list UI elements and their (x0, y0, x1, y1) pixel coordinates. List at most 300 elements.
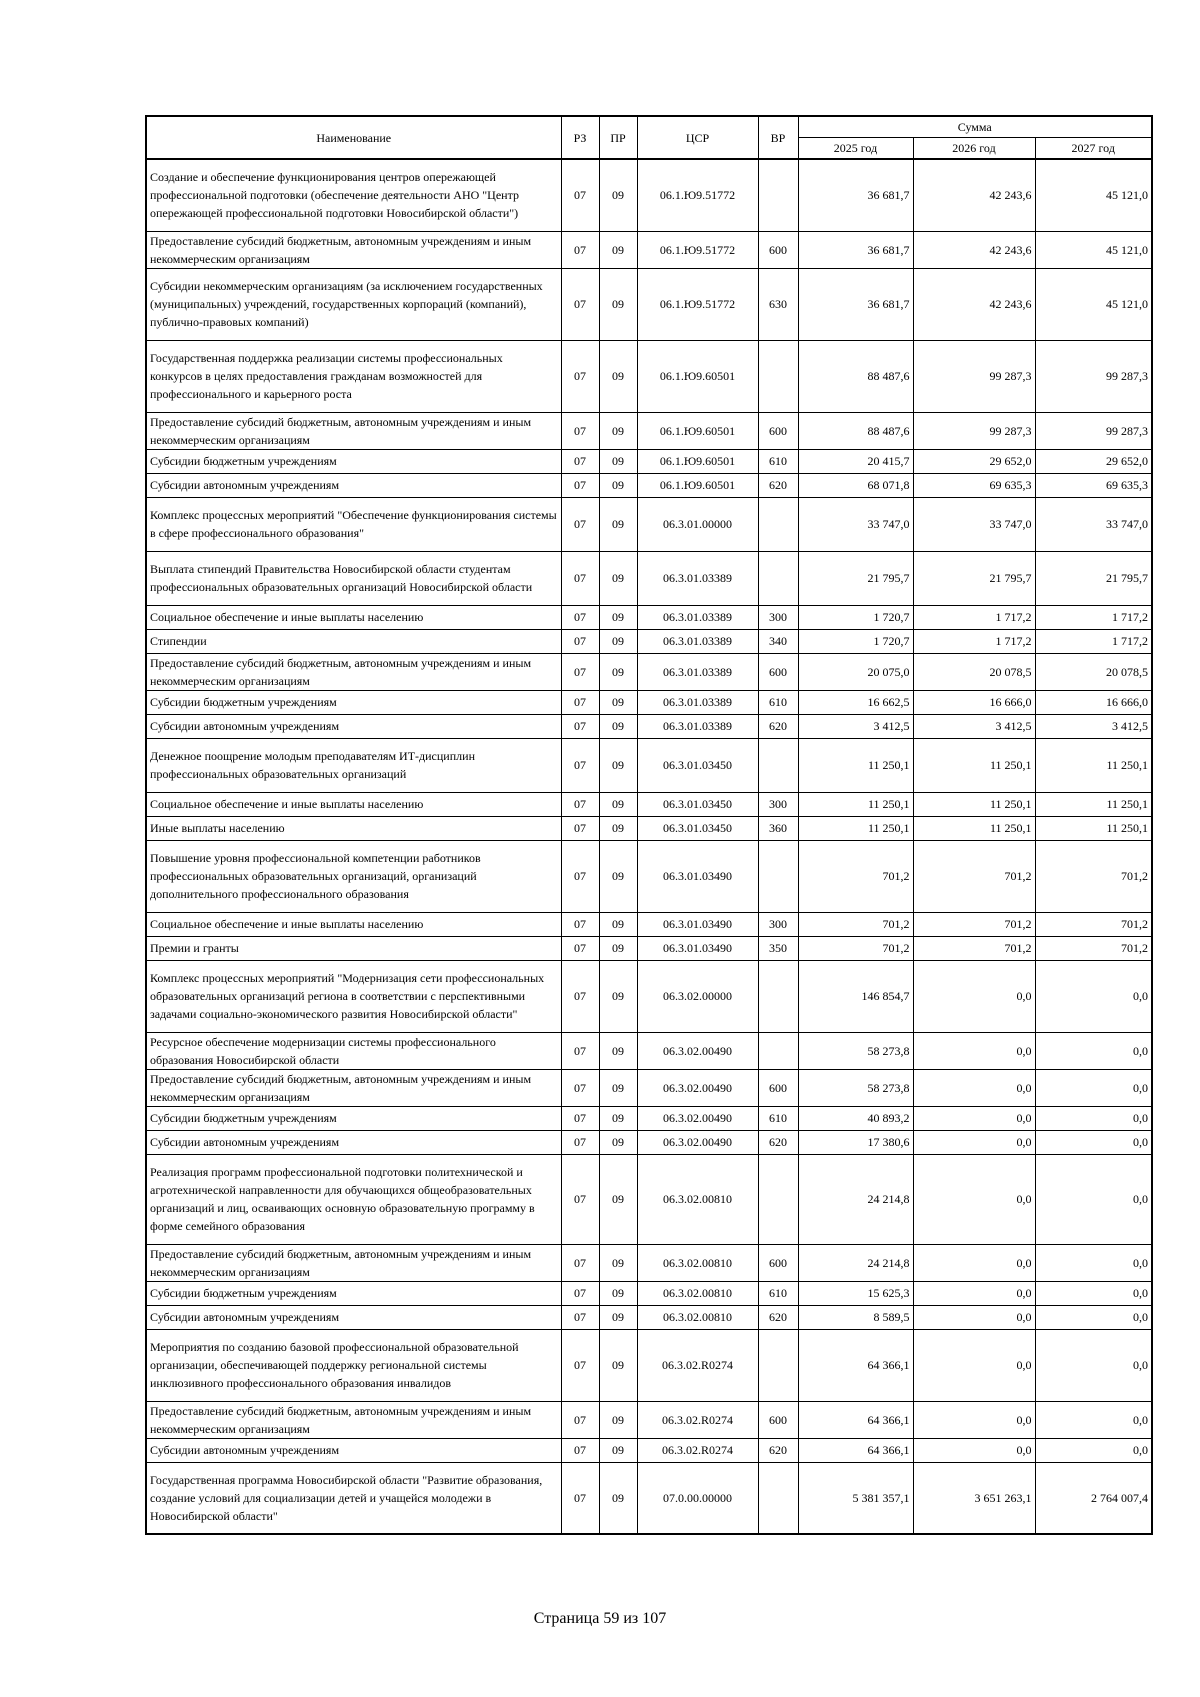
row-amount-2025-cell: 3 412,5 (798, 714, 913, 738)
row-vr-cell: 620 (758, 1438, 798, 1462)
row-csr-cell: 06.1.Ю9.60501 (637, 412, 758, 449)
row-name-cell: Предоставление субсидий бюджетным, автономным учреждениям и иным некоммерческим организациям (146, 1069, 561, 1106)
row-rz-cell: 07 (561, 690, 599, 714)
row-name-cell: Премии и гранты (146, 936, 561, 960)
row-pr-cell: 09 (599, 1281, 637, 1305)
row-pr-cell: 09 (599, 936, 637, 960)
row-amount-2027-cell: 701,2 (1035, 840, 1152, 912)
row-amount-2027-cell: 0,0 (1035, 1154, 1152, 1244)
row-csr-cell: 06.3.02.00490 (637, 1032, 758, 1069)
row-name-cell: Государственная поддержка реализации системы профессиональных конкурсов в целях предоставления гражданам возможностей для профессионального и карьерного роста (146, 340, 561, 412)
row-amount-2025-cell: 58 273,8 (798, 1069, 913, 1106)
row-name-cell: Субсидии автономным учреждениям (146, 1130, 561, 1154)
row-amount-2026-cell: 1 717,2 (913, 629, 1035, 653)
row-rz-cell: 07 (561, 473, 599, 497)
row-csr-cell: 07.0.00.00000 (637, 1462, 758, 1534)
row-vr-cell: 360 (758, 816, 798, 840)
row-name-cell: Предоставление субсидий бюджетным, автономным учреждениям и иным некоммерческим организациям (146, 653, 561, 690)
row-name-cell: Ресурсное обеспечение модернизации системы профессионального образования Новосибирской области (146, 1032, 561, 1069)
table-row (146, 1281, 1152, 1305)
row-pr-cell: 09 (599, 1438, 637, 1462)
row-amount-2026-cell: 20 078,5 (913, 653, 1035, 690)
row-name-cell: Выплата стипендий Правительства Новосибирской области студентам профессиональных образовательных организаций Новосибирской области (146, 551, 561, 605)
header-vr: ВР (758, 116, 798, 159)
row-vr-cell: 300 (758, 912, 798, 936)
row-amount-2026-cell: 0,0 (913, 1305, 1035, 1329)
row-pr-cell: 09 (599, 690, 637, 714)
row-rz-cell: 07 (561, 159, 599, 231)
row-pr-cell: 09 (599, 268, 637, 340)
row-amount-2027-cell: 1 717,2 (1035, 605, 1152, 629)
row-vr-cell: 610 (758, 690, 798, 714)
row-rz-cell: 07 (561, 936, 599, 960)
row-vr-cell: 610 (758, 1281, 798, 1305)
row-csr-cell: 06.1.Ю9.51772 (637, 231, 758, 268)
row-amount-2026-cell: 11 250,1 (913, 792, 1035, 816)
row-name-cell: Государственная программа Новосибирской области "Развитие образования, создание условий для социализации детей и учащейся молодежи в Новосибирской области" (146, 1462, 561, 1534)
row-amount-2025-cell: 36 681,7 (798, 231, 913, 268)
row-rz-cell: 07 (561, 714, 599, 738)
table-row (146, 340, 1152, 412)
row-amount-2025-cell: 36 681,7 (798, 159, 913, 231)
row-rz-cell: 07 (561, 340, 599, 412)
row-amount-2026-cell: 42 243,6 (913, 268, 1035, 340)
row-rz-cell: 07 (561, 960, 599, 1032)
row-amount-2026-cell: 29 652,0 (913, 449, 1035, 473)
row-pr-cell: 09 (599, 231, 637, 268)
row-name-cell: Субсидии бюджетным учреждениям (146, 1281, 561, 1305)
row-amount-2027-cell: 3 412,5 (1035, 714, 1152, 738)
row-vr-cell (758, 1154, 798, 1244)
row-amount-2027-cell: 29 652,0 (1035, 449, 1152, 473)
row-vr-cell: 620 (758, 1130, 798, 1154)
table-row (146, 1329, 1152, 1401)
row-rz-cell: 07 (561, 268, 599, 340)
row-amount-2025-cell: 5 381 357,1 (798, 1462, 913, 1534)
row-pr-cell: 09 (599, 551, 637, 605)
table-row (146, 605, 1152, 629)
row-name-cell: Создание и обеспечение функционирования центров опережающей профессиональной подготовки (обеспечение деятельности АНО "Центр опережающей профессиональной подготовки Новосибирской области") (146, 159, 561, 231)
row-vr-cell: 600 (758, 1401, 798, 1438)
row-pr-cell: 09 (599, 1329, 637, 1401)
row-amount-2026-cell: 42 243,6 (913, 159, 1035, 231)
row-amount-2027-cell: 99 287,3 (1035, 412, 1152, 449)
row-amount-2025-cell: 11 250,1 (798, 792, 913, 816)
row-amount-2025-cell: 146 854,7 (798, 960, 913, 1032)
row-vr-cell (758, 960, 798, 1032)
row-amount-2025-cell: 11 250,1 (798, 816, 913, 840)
row-pr-cell: 09 (599, 738, 637, 792)
row-rz-cell: 07 (561, 605, 599, 629)
row-vr-cell (758, 840, 798, 912)
row-amount-2026-cell: 3 412,5 (913, 714, 1035, 738)
row-amount-2026-cell: 0,0 (913, 1106, 1035, 1130)
table-row (146, 1032, 1152, 1069)
row-name-cell: Субсидии бюджетным учреждениям (146, 1106, 561, 1130)
table-row (146, 231, 1152, 268)
row-amount-2026-cell: 701,2 (913, 912, 1035, 936)
row-csr-cell: 06.3.02.00490 (637, 1069, 758, 1106)
row-amount-2025-cell: 88 487,6 (798, 340, 913, 412)
row-csr-cell: 06.3.01.03389 (637, 629, 758, 653)
row-pr-cell: 09 (599, 1305, 637, 1329)
table-row (146, 1305, 1152, 1329)
table-row (146, 690, 1152, 714)
row-amount-2027-cell: 69 635,3 (1035, 473, 1152, 497)
row-amount-2027-cell: 20 078,5 (1035, 653, 1152, 690)
row-vr-cell (758, 340, 798, 412)
row-amount-2026-cell: 701,2 (913, 840, 1035, 912)
row-amount-2026-cell: 21 795,7 (913, 551, 1035, 605)
table-header (146, 116, 1152, 159)
row-name-cell: Мероприятия по созданию базовой профессиональной образовательной организации, обеспечивающей поддержку региональной системы инклюзивного профессионального образования инвалидов (146, 1329, 561, 1401)
row-amount-2027-cell: 0,0 (1035, 1401, 1152, 1438)
row-name-cell: Субсидии автономным учреждениям (146, 1438, 561, 1462)
row-name-cell: Субсидии бюджетным учреждениям (146, 449, 561, 473)
table-row (146, 412, 1152, 449)
header-year-2026: 2026 год (913, 138, 1035, 160)
row-csr-cell: 06.3.01.03389 (637, 714, 758, 738)
row-name-cell: Повышение уровня профессиональной компетенции работников профессиональных образовательных организаций, организаций дополнительного профессионального образования (146, 840, 561, 912)
row-pr-cell: 09 (599, 340, 637, 412)
row-amount-2025-cell: 33 747,0 (798, 497, 913, 551)
row-name-cell: Субсидии некоммерческим организациям (за исключением государственных (муниципальных) учреждений, государственных корпораций (компаний), публично-правовых компаний) (146, 268, 561, 340)
table-row (146, 816, 1152, 840)
row-pr-cell: 09 (599, 1130, 637, 1154)
row-csr-cell: 06.3.02.00810 (637, 1305, 758, 1329)
row-amount-2027-cell: 2 764 007,4 (1035, 1462, 1152, 1534)
row-vr-cell: 630 (758, 268, 798, 340)
row-name-cell: Социальное обеспечение и иные выплаты населению (146, 792, 561, 816)
row-amount-2027-cell: 0,0 (1035, 1305, 1152, 1329)
row-amount-2025-cell: 701,2 (798, 936, 913, 960)
row-amount-2025-cell: 64 366,1 (798, 1401, 913, 1438)
row-csr-cell: 06.3.02.00810 (637, 1244, 758, 1281)
table-row (146, 738, 1152, 792)
table-body (146, 159, 1152, 1534)
row-amount-2027-cell: 701,2 (1035, 936, 1152, 960)
row-amount-2027-cell: 0,0 (1035, 1069, 1152, 1106)
row-rz-cell: 07 (561, 816, 599, 840)
row-csr-cell: 06.1.Ю9.60501 (637, 340, 758, 412)
row-rz-cell: 07 (561, 551, 599, 605)
row-pr-cell: 09 (599, 1401, 637, 1438)
row-rz-cell: 07 (561, 1401, 599, 1438)
budget-table (145, 115, 1153, 1535)
row-amount-2027-cell: 0,0 (1035, 1438, 1152, 1462)
row-csr-cell: 06.3.01.03490 (637, 936, 758, 960)
row-vr-cell (758, 497, 798, 551)
row-vr-cell: 600 (758, 653, 798, 690)
row-rz-cell: 07 (561, 1154, 599, 1244)
row-rz-cell: 07 (561, 1462, 599, 1534)
row-vr-cell: 620 (758, 714, 798, 738)
row-amount-2025-cell: 36 681,7 (798, 268, 913, 340)
row-amount-2025-cell: 701,2 (798, 840, 913, 912)
row-pr-cell: 09 (599, 629, 637, 653)
header-rz: РЗ (561, 116, 599, 159)
row-csr-cell: 06.3.02.00490 (637, 1106, 758, 1130)
row-name-cell: Субсидии автономным учреждениям (146, 473, 561, 497)
header-csr: ЦСР (637, 116, 758, 159)
row-vr-cell: 340 (758, 629, 798, 653)
row-amount-2027-cell: 0,0 (1035, 1281, 1152, 1305)
table-row (146, 1462, 1152, 1534)
row-amount-2026-cell: 0,0 (913, 1401, 1035, 1438)
row-amount-2027-cell: 701,2 (1035, 912, 1152, 936)
table-row (146, 1438, 1152, 1462)
table-row (146, 653, 1152, 690)
row-vr-cell (758, 551, 798, 605)
table-row (146, 473, 1152, 497)
row-csr-cell: 06.1.Ю9.51772 (637, 159, 758, 231)
row-pr-cell: 09 (599, 1244, 637, 1281)
row-amount-2025-cell: 15 625,3 (798, 1281, 913, 1305)
row-name-cell: Предоставление субсидий бюджетным, автономным учреждениям и иным некоммерческим организациям (146, 231, 561, 268)
row-amount-2027-cell: 0,0 (1035, 1244, 1152, 1281)
row-amount-2025-cell: 17 380,6 (798, 1130, 913, 1154)
row-csr-cell: 06.3.01.00000 (637, 497, 758, 551)
header-sum: Сумма (798, 116, 1152, 138)
row-amount-2025-cell: 58 273,8 (798, 1032, 913, 1069)
row-csr-cell: 06.3.02.R0274 (637, 1329, 758, 1401)
row-amount-2027-cell: 0,0 (1035, 1032, 1152, 1069)
row-csr-cell: 06.3.02.00810 (637, 1154, 758, 1244)
row-rz-cell: 07 (561, 840, 599, 912)
row-amount-2026-cell: 0,0 (913, 1438, 1035, 1462)
row-amount-2026-cell: 69 635,3 (913, 473, 1035, 497)
row-pr-cell: 09 (599, 792, 637, 816)
row-vr-cell: 600 (758, 231, 798, 268)
row-amount-2025-cell: 21 795,7 (798, 551, 913, 605)
row-vr-cell (758, 1462, 798, 1534)
row-amount-2025-cell: 24 214,8 (798, 1244, 913, 1281)
row-csr-cell: 06.3.02.00000 (637, 960, 758, 1032)
table-row (146, 497, 1152, 551)
row-amount-2026-cell: 16 666,0 (913, 690, 1035, 714)
row-vr-cell: 620 (758, 1305, 798, 1329)
row-vr-cell: 350 (758, 936, 798, 960)
row-amount-2026-cell: 0,0 (913, 1329, 1035, 1401)
table-row (146, 1401, 1152, 1438)
row-amount-2026-cell: 11 250,1 (913, 738, 1035, 792)
row-name-cell: Денежное поощрение молодым преподавателям ИТ-дисциплин профессиональных образовательных организаций (146, 738, 561, 792)
row-vr-cell: 610 (758, 1106, 798, 1130)
table-row (146, 551, 1152, 605)
row-csr-cell: 06.1.Ю9.51772 (637, 268, 758, 340)
row-csr-cell: 06.3.01.03450 (637, 792, 758, 816)
row-amount-2027-cell: 45 121,0 (1035, 268, 1152, 340)
row-csr-cell: 06.3.01.03389 (637, 551, 758, 605)
row-csr-cell: 06.3.01.03389 (637, 653, 758, 690)
row-amount-2027-cell: 16 666,0 (1035, 690, 1152, 714)
row-csr-cell: 06.1.Ю9.60501 (637, 449, 758, 473)
row-pr-cell: 09 (599, 1069, 637, 1106)
row-amount-2025-cell: 701,2 (798, 912, 913, 936)
row-pr-cell: 09 (599, 714, 637, 738)
row-csr-cell: 06.3.01.03490 (637, 912, 758, 936)
row-vr-cell: 300 (758, 792, 798, 816)
row-amount-2027-cell: 0,0 (1035, 1329, 1152, 1401)
page-number: Страница 59 из 107 (533, 1610, 667, 1627)
row-rz-cell: 07 (561, 792, 599, 816)
row-amount-2027-cell: 0,0 (1035, 1130, 1152, 1154)
row-amount-2027-cell: 21 795,7 (1035, 551, 1152, 605)
row-vr-cell: 610 (758, 449, 798, 473)
row-vr-cell: 600 (758, 412, 798, 449)
row-amount-2025-cell: 64 366,1 (798, 1329, 913, 1401)
row-pr-cell: 09 (599, 1462, 637, 1534)
row-vr-cell (758, 159, 798, 231)
row-name-cell: Стипендии (146, 629, 561, 653)
row-csr-cell: 06.3.02.R0274 (637, 1438, 758, 1462)
row-amount-2027-cell: 0,0 (1035, 960, 1152, 1032)
header-year-2025: 2025 год (798, 138, 913, 160)
row-amount-2026-cell: 0,0 (913, 1244, 1035, 1281)
row-vr-cell: 600 (758, 1244, 798, 1281)
row-rz-cell: 07 (561, 1244, 599, 1281)
table-row (146, 449, 1152, 473)
row-rz-cell: 07 (561, 1032, 599, 1069)
row-rz-cell: 07 (561, 1329, 599, 1401)
row-amount-2027-cell: 33 747,0 (1035, 497, 1152, 551)
row-amount-2025-cell: 20 415,7 (798, 449, 913, 473)
row-amount-2025-cell: 68 071,8 (798, 473, 913, 497)
row-csr-cell: 06.3.02.00490 (637, 1130, 758, 1154)
table-row (146, 159, 1152, 231)
row-csr-cell: 06.3.02.00810 (637, 1281, 758, 1305)
row-name-cell: Комплекс процессных мероприятий "Обеспечение функционирования системы в сфере профессионального образования" (146, 497, 561, 551)
row-amount-2025-cell: 8 589,5 (798, 1305, 913, 1329)
row-amount-2025-cell: 24 214,8 (798, 1154, 913, 1244)
table-row (146, 1154, 1152, 1244)
row-csr-cell: 06.3.02.R0274 (637, 1401, 758, 1438)
row-rz-cell: 07 (561, 1438, 599, 1462)
row-amount-2026-cell: 0,0 (913, 1281, 1035, 1305)
row-name-cell: Субсидии автономным учреждениям (146, 1305, 561, 1329)
table-row (146, 936, 1152, 960)
row-pr-cell: 09 (599, 1154, 637, 1244)
row-rz-cell: 07 (561, 412, 599, 449)
table-row (146, 960, 1152, 1032)
row-name-cell: Субсидии автономным учреждениям (146, 714, 561, 738)
header-year-2027: 2027 год (1035, 138, 1152, 160)
row-rz-cell: 07 (561, 1130, 599, 1154)
row-pr-cell: 09 (599, 840, 637, 912)
table-row (146, 840, 1152, 912)
row-name-cell: Предоставление субсидий бюджетным, автономным учреждениям и иным некоммерческим организациям (146, 1401, 561, 1438)
row-amount-2027-cell: 1 717,2 (1035, 629, 1152, 653)
row-pr-cell: 09 (599, 449, 637, 473)
row-vr-cell: 600 (758, 1069, 798, 1106)
row-amount-2026-cell: 0,0 (913, 1069, 1035, 1106)
row-pr-cell: 09 (599, 912, 637, 936)
table-row (146, 1069, 1152, 1106)
table-row (146, 912, 1152, 936)
row-amount-2025-cell: 88 487,6 (798, 412, 913, 449)
row-rz-cell: 07 (561, 738, 599, 792)
row-vr-cell (758, 1329, 798, 1401)
row-name-cell: Реализация программ профессиональной подготовки политехнической и агротехнической направленности для обучающихся общеобразовательных организаций и лиц, осваивающих основную образовательную программу в форме семейного образования (146, 1154, 561, 1244)
row-amount-2027-cell: 99 287,3 (1035, 340, 1152, 412)
row-name-cell: Социальное обеспечение и иные выплаты населению (146, 605, 561, 629)
row-pr-cell: 09 (599, 412, 637, 449)
row-rz-cell: 07 (561, 1069, 599, 1106)
row-amount-2026-cell: 33 747,0 (913, 497, 1035, 551)
table-row (146, 268, 1152, 340)
row-vr-cell: 620 (758, 473, 798, 497)
row-csr-cell: 06.3.01.03389 (637, 605, 758, 629)
row-amount-2026-cell: 1 717,2 (913, 605, 1035, 629)
table-row (146, 1244, 1152, 1281)
row-pr-cell: 09 (599, 159, 637, 231)
row-amount-2025-cell: 16 662,5 (798, 690, 913, 714)
table-row (146, 1106, 1152, 1130)
row-amount-2027-cell: 11 250,1 (1035, 738, 1152, 792)
row-name-cell: Иные выплаты населению (146, 816, 561, 840)
row-rz-cell: 07 (561, 449, 599, 473)
row-amount-2025-cell: 11 250,1 (798, 738, 913, 792)
row-amount-2026-cell: 0,0 (913, 1130, 1035, 1154)
row-amount-2026-cell: 0,0 (913, 960, 1035, 1032)
row-amount-2027-cell: 45 121,0 (1035, 159, 1152, 231)
row-amount-2027-cell: 45 121,0 (1035, 231, 1152, 268)
row-name-cell: Комплекс процессных мероприятий "Модернизация сети профессиональных образовательных организаций региона в соответствии с перспективными задачами социально-экономического развития Новосибирской области" (146, 960, 561, 1032)
row-amount-2027-cell: 0,0 (1035, 1106, 1152, 1130)
row-csr-cell: 06.1.Ю9.60501 (637, 473, 758, 497)
row-name-cell: Субсидии бюджетным учреждениям (146, 690, 561, 714)
row-amount-2026-cell: 99 287,3 (913, 340, 1035, 412)
row-name-cell: Социальное обеспечение и иные выплаты населению (146, 912, 561, 936)
row-amount-2026-cell: 42 243,6 (913, 231, 1035, 268)
table-row (146, 714, 1152, 738)
row-amount-2025-cell: 40 893,2 (798, 1106, 913, 1130)
row-vr-cell (758, 738, 798, 792)
row-amount-2025-cell: 64 366,1 (798, 1438, 913, 1462)
header-pr: ПР (599, 116, 637, 159)
row-amount-2025-cell: 1 720,7 (798, 605, 913, 629)
row-pr-cell: 09 (599, 1106, 637, 1130)
row-csr-cell: 06.3.01.03450 (637, 816, 758, 840)
row-pr-cell: 09 (599, 497, 637, 551)
row-csr-cell: 06.3.01.03490 (637, 840, 758, 912)
row-name-cell: Предоставление субсидий бюджетным, автономным учреждениям и иным некоммерческим организациям (146, 1244, 561, 1281)
row-pr-cell: 09 (599, 653, 637, 690)
row-pr-cell: 09 (599, 960, 637, 1032)
row-amount-2026-cell: 3 651 263,1 (913, 1462, 1035, 1534)
row-pr-cell: 09 (599, 605, 637, 629)
table-row (146, 1130, 1152, 1154)
row-csr-cell: 06.3.01.03389 (637, 690, 758, 714)
row-rz-cell: 07 (561, 1305, 599, 1329)
row-pr-cell: 09 (599, 473, 637, 497)
row-name-cell: Предоставление субсидий бюджетным, автономным учреждениям и иным некоммерческим организациям (146, 412, 561, 449)
row-rz-cell: 07 (561, 912, 599, 936)
row-amount-2026-cell: 11 250,1 (913, 816, 1035, 840)
header-name: Наименование (146, 116, 561, 159)
row-amount-2025-cell: 1 720,7 (798, 629, 913, 653)
row-amount-2026-cell: 99 287,3 (913, 412, 1035, 449)
row-vr-cell: 300 (758, 605, 798, 629)
row-amount-2025-cell: 20 075,0 (798, 653, 913, 690)
row-rz-cell: 07 (561, 1106, 599, 1130)
row-vr-cell (758, 1032, 798, 1069)
table-row (146, 629, 1152, 653)
row-amount-2026-cell: 701,2 (913, 936, 1035, 960)
row-csr-cell: 06.3.01.03450 (637, 738, 758, 792)
row-rz-cell: 07 (561, 629, 599, 653)
row-rz-cell: 07 (561, 653, 599, 690)
